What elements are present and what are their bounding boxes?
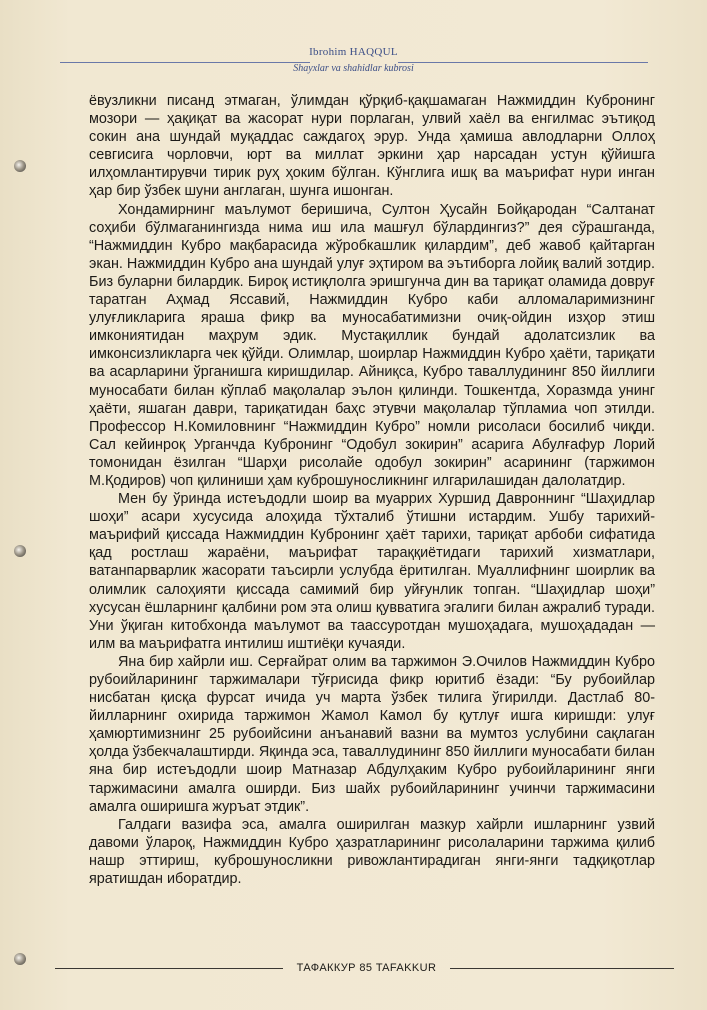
footer-rule-left xyxy=(55,968,283,969)
header-author: Ibrohim HAQQUL xyxy=(309,46,398,58)
article-body xyxy=(89,92,655,888)
header-subtitle: Shayxlar va shahidlar kubrosi xyxy=(293,63,414,74)
binder-hole-icon xyxy=(14,160,26,172)
paragraph: Галдаги вазифа эса, амалга оширилган мазкур хайрли ишларнинг узвий давоми ўлароқ, Нажмиддин Кубро ҳазратларининг рисолаларини таржима қилиб нашр эттириш, куброшуносликни ривожлантирадиган янги-янги тадқиқотлар яратишдан иборатдир. xyxy=(89,816,655,888)
footer-rule-right xyxy=(450,968,674,969)
header-rule-left xyxy=(60,62,310,63)
footer-label: ТАФАККУР 85 TAFAKKUR xyxy=(296,962,437,974)
running-header xyxy=(0,46,707,75)
header-rule-right xyxy=(398,62,648,63)
paragraph: Хондамирнинг маълумот беришича, Султон Ҳусайн Бойқародан “Салтанат соҳиби бўлмаганингизда нима иш ила машғул бўлардингиз?” дея сўрашганда, “Нажмиддин Кубро мақбарасида жўробкашлик қилардим”, деб жавоб қайтарган экан. Нажмиддин Кубро ана шундай улуғ эҳтиром ва эътиборга лойиқ валий зотдир. Биз буларни билардик. Бироқ истиқлолга эришгунча дин ва тариқат оламида довруғ таратган Аҳмад Яссавий, Нажмиддин Кубро каби алломаларимизнинг улуғликларига яраша фикр ва муносабатимизни очиқ-ойдин изҳор этиш имкониятидан маҳрум эдик. Мустақиллик бундай адолатсизлик ва имконсизликларга чек қўйди. Олимлар, шоирлар Нажмиддин Кубро ҳаёти, тариқати ва асарларини ўрганишга киришдилар. Айниқса, Кубро таваллудининг 850 йиллиги муносабати билан кўплаб мақолалар эълон қилинди. Тошкентда, Хоразмда унинг ҳаёти, яшаган даври, тариқатидан баҳс этувчи мақолалар тўпламиа чоп этилди. Профессор Н.Комиловнинг “Нажмиддин Кубро” номли рисоласи босилиб чиқди. Сал кейинроқ Урганчда Кубронинг “Одобул зокирин” асарига Абулғафур Лорий томонидан ёзилган “Шарҳи рисолайе одобул зокирин” асарининг (таржимон М.Қодиров) чоп қилиниши ҳам куброшуносликнинг илгарилашидан далолатдир. xyxy=(89,201,655,489)
page-footer xyxy=(0,960,707,976)
binder-hole-icon xyxy=(14,545,26,557)
paragraph: ёвузликни писанд этмаган, ўлимдан қўрқиб-қақшамаган Нажмиддин Кубронинг мозори — ҳақиқат ва жасорат нури порлаган, улвий хаёл ва енгилмас эътиқод сокин ана шундай муқаддас саждагоҳ эрур. Унда ҳамиша авлодларни Оллоҳ севгисига чорловчи, юрт ва миллат эркини ҳар нарсадан устун қўйишга илҳомлантирувчи тирик руҳ ҳоким бўлган. Кўнглига ишқ ва маърифат нури инган ҳар бир ўзбек шуни англаган, шунга ишонган. xyxy=(89,93,655,200)
paragraph: Яна бир хайрли иш. Серғайрат олим ва таржимон Э.Очилов Нажмиддин Кубро рубоийларининг таржималари тўғрисида фикр юритиб ёзади: “Бу рубоийлар нисбатан қисқа фурсат ичида уч марта ўзбек тилига ўгирилди. Дастлаб 80-йилларнинг охирида таржимон Жамол Камол бу қутлуғ ишга киришди: улуғ ҳамюртимизнинг 25 рубоийсини анъанавий вазни ва мумтоз услубини сақлаган ҳолда ўзбекчалаштирди. Яқинда эса, таваллудининг 850 йиллиги муносабати билан яна бир истеъдодли шоир Матназар Абдулҳаким Кубро рубоийларининг янги таржимасини амалга оширди. Биз шайх рубоийларининг учинчи таржимасини амалга оширишга журъат этдик”. xyxy=(89,653,655,815)
paragraph: Мен бу ўринда истеъдодли шоир ва муаррих Хуршид Давроннинг “Шаҳидлар шоҳи” асари хусусида алоҳида тўхталиб ўтишни истардим. Ушбу тарихий-маърифий қиссада Нажмиддин Кубронинг ҳаёт тарихи, тариқат арбоби сифатида қад ростлаш жараёни, маърифат тараққиётидаги тарихий хизматлари, ватанпарварлик жасорати таъсирли услубда ёритилган. Муаллифнинг шоирлик ва олимлик салоҳияти қиссада самимий бир уйғунлик топган. “Шаҳидлар шоҳи” хусусан ёшларнинг қалбини ром эта олиш қувватига эгалиги билан ажралиб туради. Уни ўқиган китобхонда маълумот ва таассуротдан мушоҳадага, мушоҳададан — илм ва маърифатга интилиш иштиёқи кучаяди. xyxy=(89,491,655,652)
